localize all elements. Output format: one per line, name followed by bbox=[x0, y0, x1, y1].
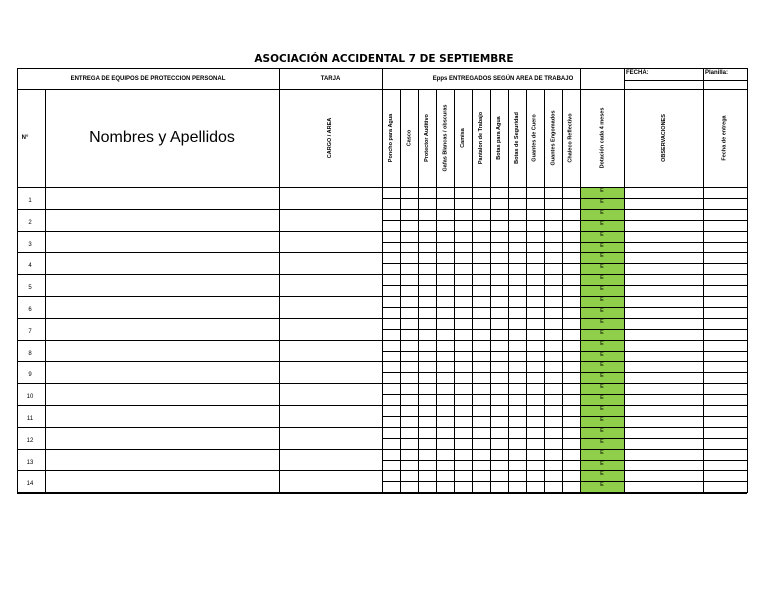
header-fecha-entrega: Fecha de entrega bbox=[722, 115, 728, 161]
dotacion-mark[interactable]: E bbox=[600, 318, 604, 325]
dotacion-mark[interactable]: E bbox=[600, 329, 604, 336]
row-number: 14 bbox=[26, 481, 34, 488]
grid-line bbox=[382, 351, 747, 352]
row-number: 3 bbox=[28, 241, 32, 248]
header-epp-item: Poncho para Agua bbox=[388, 113, 395, 163]
dotacion-mark[interactable]: E bbox=[600, 286, 604, 293]
dotacion-mark[interactable]: E bbox=[600, 340, 604, 347]
dotacion-mark[interactable]: E bbox=[600, 297, 604, 303]
header-fecha: FECHA: bbox=[626, 70, 649, 76]
grid-line bbox=[382, 263, 747, 264]
grid-line bbox=[17, 68, 18, 492]
header-observaciones: OBSERVACIONES bbox=[660, 114, 667, 162]
dotacion-mark[interactable]: E bbox=[600, 209, 604, 216]
header-epp-item: Botas de Seguridad bbox=[514, 112, 520, 164]
grid-line bbox=[382, 242, 747, 243]
grid-line bbox=[382, 198, 747, 199]
grid-line bbox=[382, 416, 747, 417]
header-epp-item: Pantalon de Trabajo bbox=[478, 111, 485, 165]
page-title: ASOCIACIÓN ACCIDENTAL 7 DE SEPTIEMBRE bbox=[254, 53, 514, 65]
dotacion-mark[interactable]: E bbox=[600, 384, 604, 391]
header-epp-item: Chaleco Reflectivo bbox=[568, 113, 574, 163]
grid-line bbox=[382, 372, 747, 373]
grid-line bbox=[382, 329, 747, 330]
header-epps: Epps ENTREGADOS SEGÚN AREA DE TRABAJO bbox=[432, 75, 574, 82]
grid-line bbox=[624, 68, 625, 492]
row-number: 13 bbox=[26, 459, 34, 466]
grid-line bbox=[382, 438, 747, 439]
dotacion-mark[interactable]: E bbox=[600, 253, 604, 260]
grid-line bbox=[17, 274, 747, 275]
grid-line bbox=[382, 307, 747, 308]
dotacion-mark[interactable]: E bbox=[600, 416, 604, 423]
dotacion-mark[interactable]: E bbox=[600, 438, 604, 445]
header-dotacion: Dotación cada 4 meses bbox=[599, 107, 605, 169]
row-number: 12 bbox=[26, 437, 34, 444]
grid-line bbox=[45, 89, 46, 492]
dotacion-mark[interactable]: E bbox=[600, 351, 604, 358]
dotacion-mark[interactable]: E bbox=[600, 482, 604, 489]
dotacion-mark[interactable]: E bbox=[600, 307, 604, 314]
header-epp-item: Protector Auditivo bbox=[424, 114, 430, 162]
header-cargo: CARGO / AREA bbox=[327, 117, 334, 159]
grid-line bbox=[17, 427, 747, 428]
dotacion-mark[interactable]: E bbox=[600, 449, 604, 456]
grid-line bbox=[382, 220, 747, 221]
grid-line bbox=[624, 80, 747, 81]
row-number: 10 bbox=[26, 394, 34, 401]
grid-line bbox=[418, 89, 419, 492]
dotacion-mark[interactable]: E bbox=[600, 264, 604, 271]
header-planilla: Planilla: bbox=[705, 70, 729, 76]
header-tarja: TARJA bbox=[320, 75, 341, 82]
grid-line bbox=[17, 252, 747, 253]
grid-line bbox=[580, 68, 581, 492]
dotacion-mark[interactable]: E bbox=[600, 198, 604, 205]
grid-line bbox=[508, 89, 509, 492]
grid-line bbox=[17, 361, 747, 362]
grid-line bbox=[17, 296, 747, 297]
row-number: 6 bbox=[28, 307, 32, 313]
header-epp-item: Gafas Blancas / obscuras bbox=[442, 104, 449, 172]
grid-line bbox=[382, 460, 747, 461]
header-epp-item: Camisa bbox=[460, 128, 467, 148]
grid-line bbox=[279, 68, 280, 492]
grid-line bbox=[17, 231, 747, 232]
grid-line bbox=[382, 285, 747, 286]
dotacion-mark[interactable]: E bbox=[600, 427, 604, 434]
grid-line bbox=[526, 89, 527, 492]
grid-line bbox=[17, 340, 747, 341]
row-number: 1 bbox=[28, 198, 32, 204]
dotacion-mark[interactable]: E bbox=[600, 231, 604, 238]
dotacion-mark[interactable]: E bbox=[600, 460, 604, 467]
row-number: 4 bbox=[28, 263, 32, 270]
grid-line bbox=[490, 89, 491, 492]
row-number: 9 bbox=[28, 372, 32, 379]
grid-line bbox=[382, 68, 383, 492]
grid-line bbox=[17, 492, 747, 493]
header-epp-item: Guantes de Cuero bbox=[532, 114, 538, 162]
row-number: 2 bbox=[28, 219, 32, 226]
grid-line bbox=[17, 405, 747, 406]
grid-line bbox=[703, 68, 704, 492]
header-entrega: ENTREGA DE EQUIPOS DE PROTECCION PERSONAL bbox=[70, 75, 226, 82]
dotacion-mark[interactable]: E bbox=[600, 188, 604, 194]
grid-line bbox=[454, 89, 455, 492]
header-epp-item: Guantes Engomados bbox=[550, 110, 557, 166]
dotacion-mark[interactable]: E bbox=[600, 406, 604, 412]
dotacion-mark[interactable]: E bbox=[600, 373, 604, 380]
header-nombres: Nombres y Apellidos bbox=[89, 129, 235, 146]
grid-line bbox=[562, 89, 563, 492]
grid-line bbox=[17, 209, 747, 210]
row-number: 5 bbox=[28, 285, 32, 292]
grid-line bbox=[17, 318, 747, 319]
grid-line bbox=[17, 449, 747, 450]
grid-line bbox=[436, 89, 437, 492]
grid-line bbox=[17, 383, 747, 384]
grid-line bbox=[747, 68, 748, 493]
dotacion-mark[interactable]: E bbox=[600, 362, 604, 369]
row-number: 11 bbox=[26, 416, 34, 422]
grid-line bbox=[400, 89, 401, 492]
grid-line bbox=[382, 394, 747, 395]
dotacion-mark[interactable]: E bbox=[600, 471, 604, 478]
dotacion-mark[interactable]: E bbox=[600, 395, 604, 402]
grid-line bbox=[544, 89, 545, 492]
grid-line bbox=[17, 470, 747, 471]
header-num: N° bbox=[21, 135, 29, 141]
dotacion-mark[interactable]: E bbox=[600, 220, 604, 227]
dotacion-mark[interactable]: E bbox=[600, 275, 604, 282]
header-epp-item: Casco bbox=[405, 129, 412, 147]
row-number: 8 bbox=[28, 350, 32, 357]
dotacion-mark[interactable]: E bbox=[600, 242, 604, 249]
grid-line bbox=[382, 481, 747, 482]
header-epp-item: Botas para Agua bbox=[496, 116, 503, 160]
row-number: 7 bbox=[28, 328, 32, 335]
grid-line bbox=[472, 89, 473, 492]
